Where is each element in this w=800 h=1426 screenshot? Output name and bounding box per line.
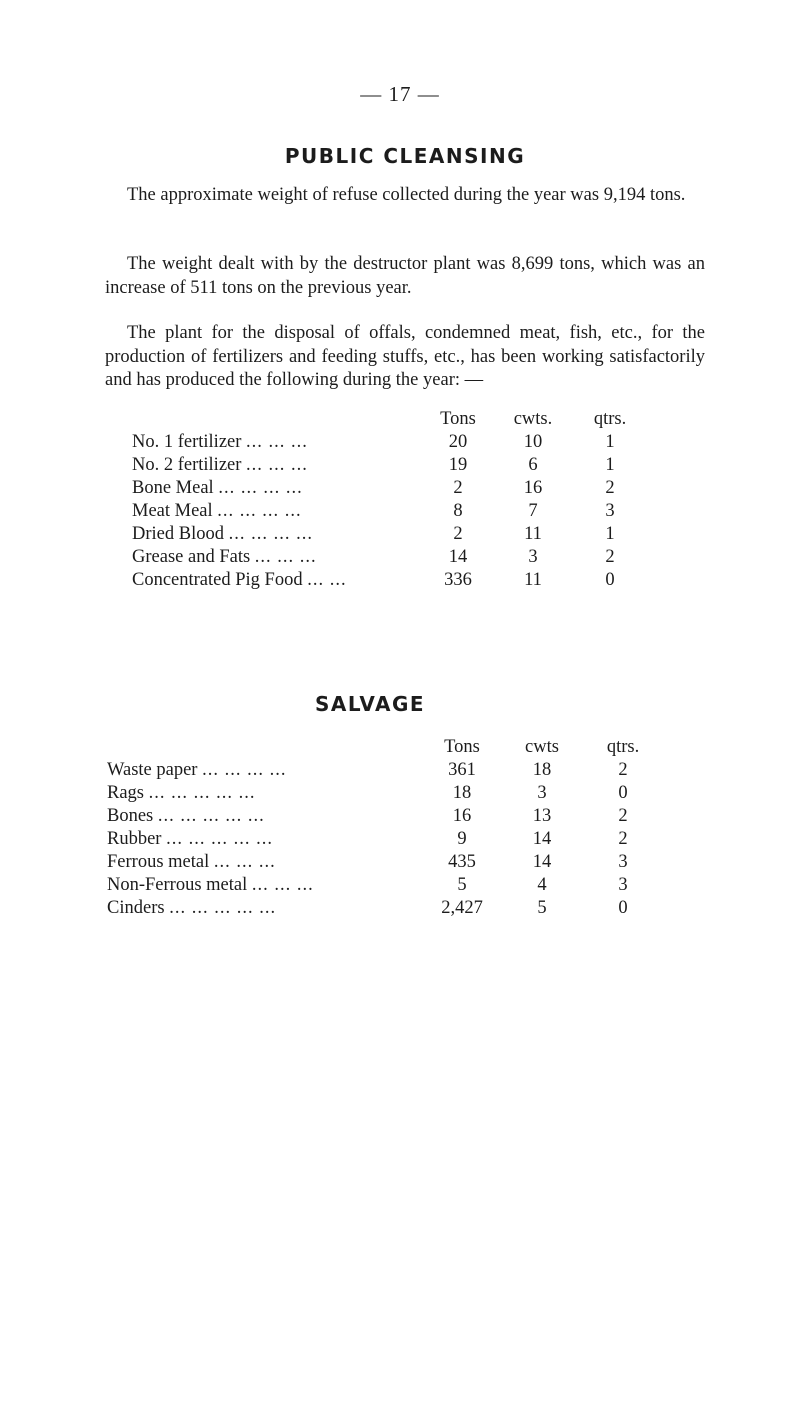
row-item: Bones <box>107 806 154 826</box>
header-qtrs: qtrs. <box>593 409 627 429</box>
table-row <box>0 547 800 571</box>
row-qtrs: 1 <box>605 455 615 475</box>
row-tons: 435 <box>448 852 476 872</box>
table-row <box>0 875 800 899</box>
row-item: Waste paper <box>107 760 198 780</box>
table-row <box>0 783 800 807</box>
row-item: Bone Meal <box>132 478 214 498</box>
row-qtrs: 2 <box>618 829 628 849</box>
row-qtrs: 1 <box>605 432 615 452</box>
row-qtrs: 2 <box>605 478 615 498</box>
row-leader: ... ... ... <box>251 875 314 895</box>
row-leader: ... ... <box>307 570 347 590</box>
table-row <box>0 852 800 876</box>
row-cwts: 4 <box>537 875 547 895</box>
row-cwts: 14 <box>532 852 552 872</box>
table-row <box>0 898 800 922</box>
table-row <box>0 478 800 502</box>
row-cwts: 11 <box>524 570 542 590</box>
row-leader: ... ... ... <box>246 432 308 452</box>
row-qtrs: 1 <box>605 524 615 544</box>
row-qtrs: 0 <box>618 898 628 918</box>
row-leader: ... ... ... ... ... <box>169 898 277 918</box>
row-tons: 14 <box>448 547 468 567</box>
header-cwts: cwts. <box>513 409 553 429</box>
table-row <box>0 455 800 479</box>
table-header <box>0 737 800 761</box>
row-item: Cinders <box>107 898 165 918</box>
row-item: Rags <box>107 783 144 803</box>
row-cwts: 6 <box>528 455 538 475</box>
row-tons: 16 <box>452 806 472 826</box>
row-item: Non-Ferrous metal <box>107 875 248 895</box>
row-tons: 18 <box>452 783 472 803</box>
row-item: Grease and Fats <box>132 547 251 567</box>
row-qtrs: 2 <box>618 806 628 826</box>
row-qtrs: 0 <box>605 570 615 590</box>
row-leader: ... ... ... <box>254 547 317 567</box>
row-qtrs: 3 <box>618 875 628 895</box>
row-qtrs: 0 <box>618 783 628 803</box>
row-qtrs: 3 <box>618 852 628 872</box>
table-row <box>0 501 800 525</box>
header-cwts: cwts <box>525 737 559 757</box>
row-item: Ferrous metal <box>107 852 210 872</box>
row-tons: 19 <box>448 455 468 475</box>
row-leader: ... ... ... ... <box>228 524 313 544</box>
row-cwts: 18 <box>532 760 552 780</box>
row-leader: ... ... ... ... ... <box>157 806 265 826</box>
row-qtrs: 3 <box>605 501 615 521</box>
row-cwts: 16 <box>523 478 543 498</box>
row-leader: ... ... ... <box>213 852 276 872</box>
page-title: PUBLIC CLEANSING <box>284 144 526 168</box>
table-row <box>0 570 800 594</box>
row-tons: 9 <box>457 829 467 849</box>
table-row <box>0 806 800 830</box>
row-leader: ... ... ... ... <box>217 501 302 521</box>
row-item: Rubber <box>107 829 162 849</box>
row-tons: 2 <box>453 524 463 544</box>
row-qtrs: 2 <box>618 760 628 780</box>
row-tons: 20 <box>448 432 468 452</box>
row-leader: ... ... ... ... <box>218 478 303 498</box>
paragraph-refuse: The approximate weight of refuse collected during the year was 9,194 tons. <box>127 185 686 205</box>
page-number: — 17 — <box>360 82 440 106</box>
row-item: Meat Meal <box>132 501 213 521</box>
row-item: Concentrated Pig Food <box>132 570 303 590</box>
table-row <box>0 432 800 456</box>
row-leader: ... ... ... ... ... <box>148 783 256 803</box>
row-cwts: 13 <box>532 806 552 826</box>
table-row <box>0 760 800 784</box>
row-cwts: 5 <box>537 898 547 918</box>
row-tons: 2,427 <box>441 898 483 918</box>
row-tons: 2 <box>453 478 463 498</box>
row-cwts: 14 <box>532 829 552 849</box>
row-cwts: 7 <box>528 501 538 521</box>
paragraph-offals-plant: The plant for the disposal of offals, condemned meat, fish, etc., for the production of fertilizers and feeding stuffs, etc., has been working satisfactorily and has produced the following during the year: — <box>105 323 705 390</box>
row-cwts: 10 <box>523 432 543 452</box>
header-tons: Tons <box>440 409 476 429</box>
row-tons: 8 <box>453 501 463 521</box>
table-header <box>0 409 800 433</box>
header-qtrs: qtrs. <box>606 737 640 757</box>
row-cwts: 3 <box>528 547 538 567</box>
row-tons: 361 <box>448 760 476 780</box>
row-cwts: 11 <box>524 524 542 544</box>
row-item: Dried Blood <box>132 524 224 544</box>
salvage-title: SALVAGE <box>314 692 426 716</box>
row-leader: ... ... ... <box>246 455 308 475</box>
header-tons: Tons <box>444 737 480 757</box>
row-item: No. 1 fertilizer <box>132 432 242 452</box>
row-cwts: 3 <box>537 783 547 803</box>
row-qtrs: 2 <box>605 547 615 567</box>
paragraph-destructor: The weight dealt with by the destructor plant was 8,699 tons, which was an increase of 511 tons on the previous year. <box>105 254 705 298</box>
table-row <box>0 524 800 548</box>
row-leader: ... ... ... ... ... <box>166 829 273 849</box>
row-item: No. 2 fertilizer <box>132 455 242 475</box>
row-tons: 5 <box>457 875 467 895</box>
row-tons: 336 <box>444 570 472 590</box>
table-row <box>0 829 800 853</box>
row-leader: ... ... ... ... <box>202 760 287 780</box>
